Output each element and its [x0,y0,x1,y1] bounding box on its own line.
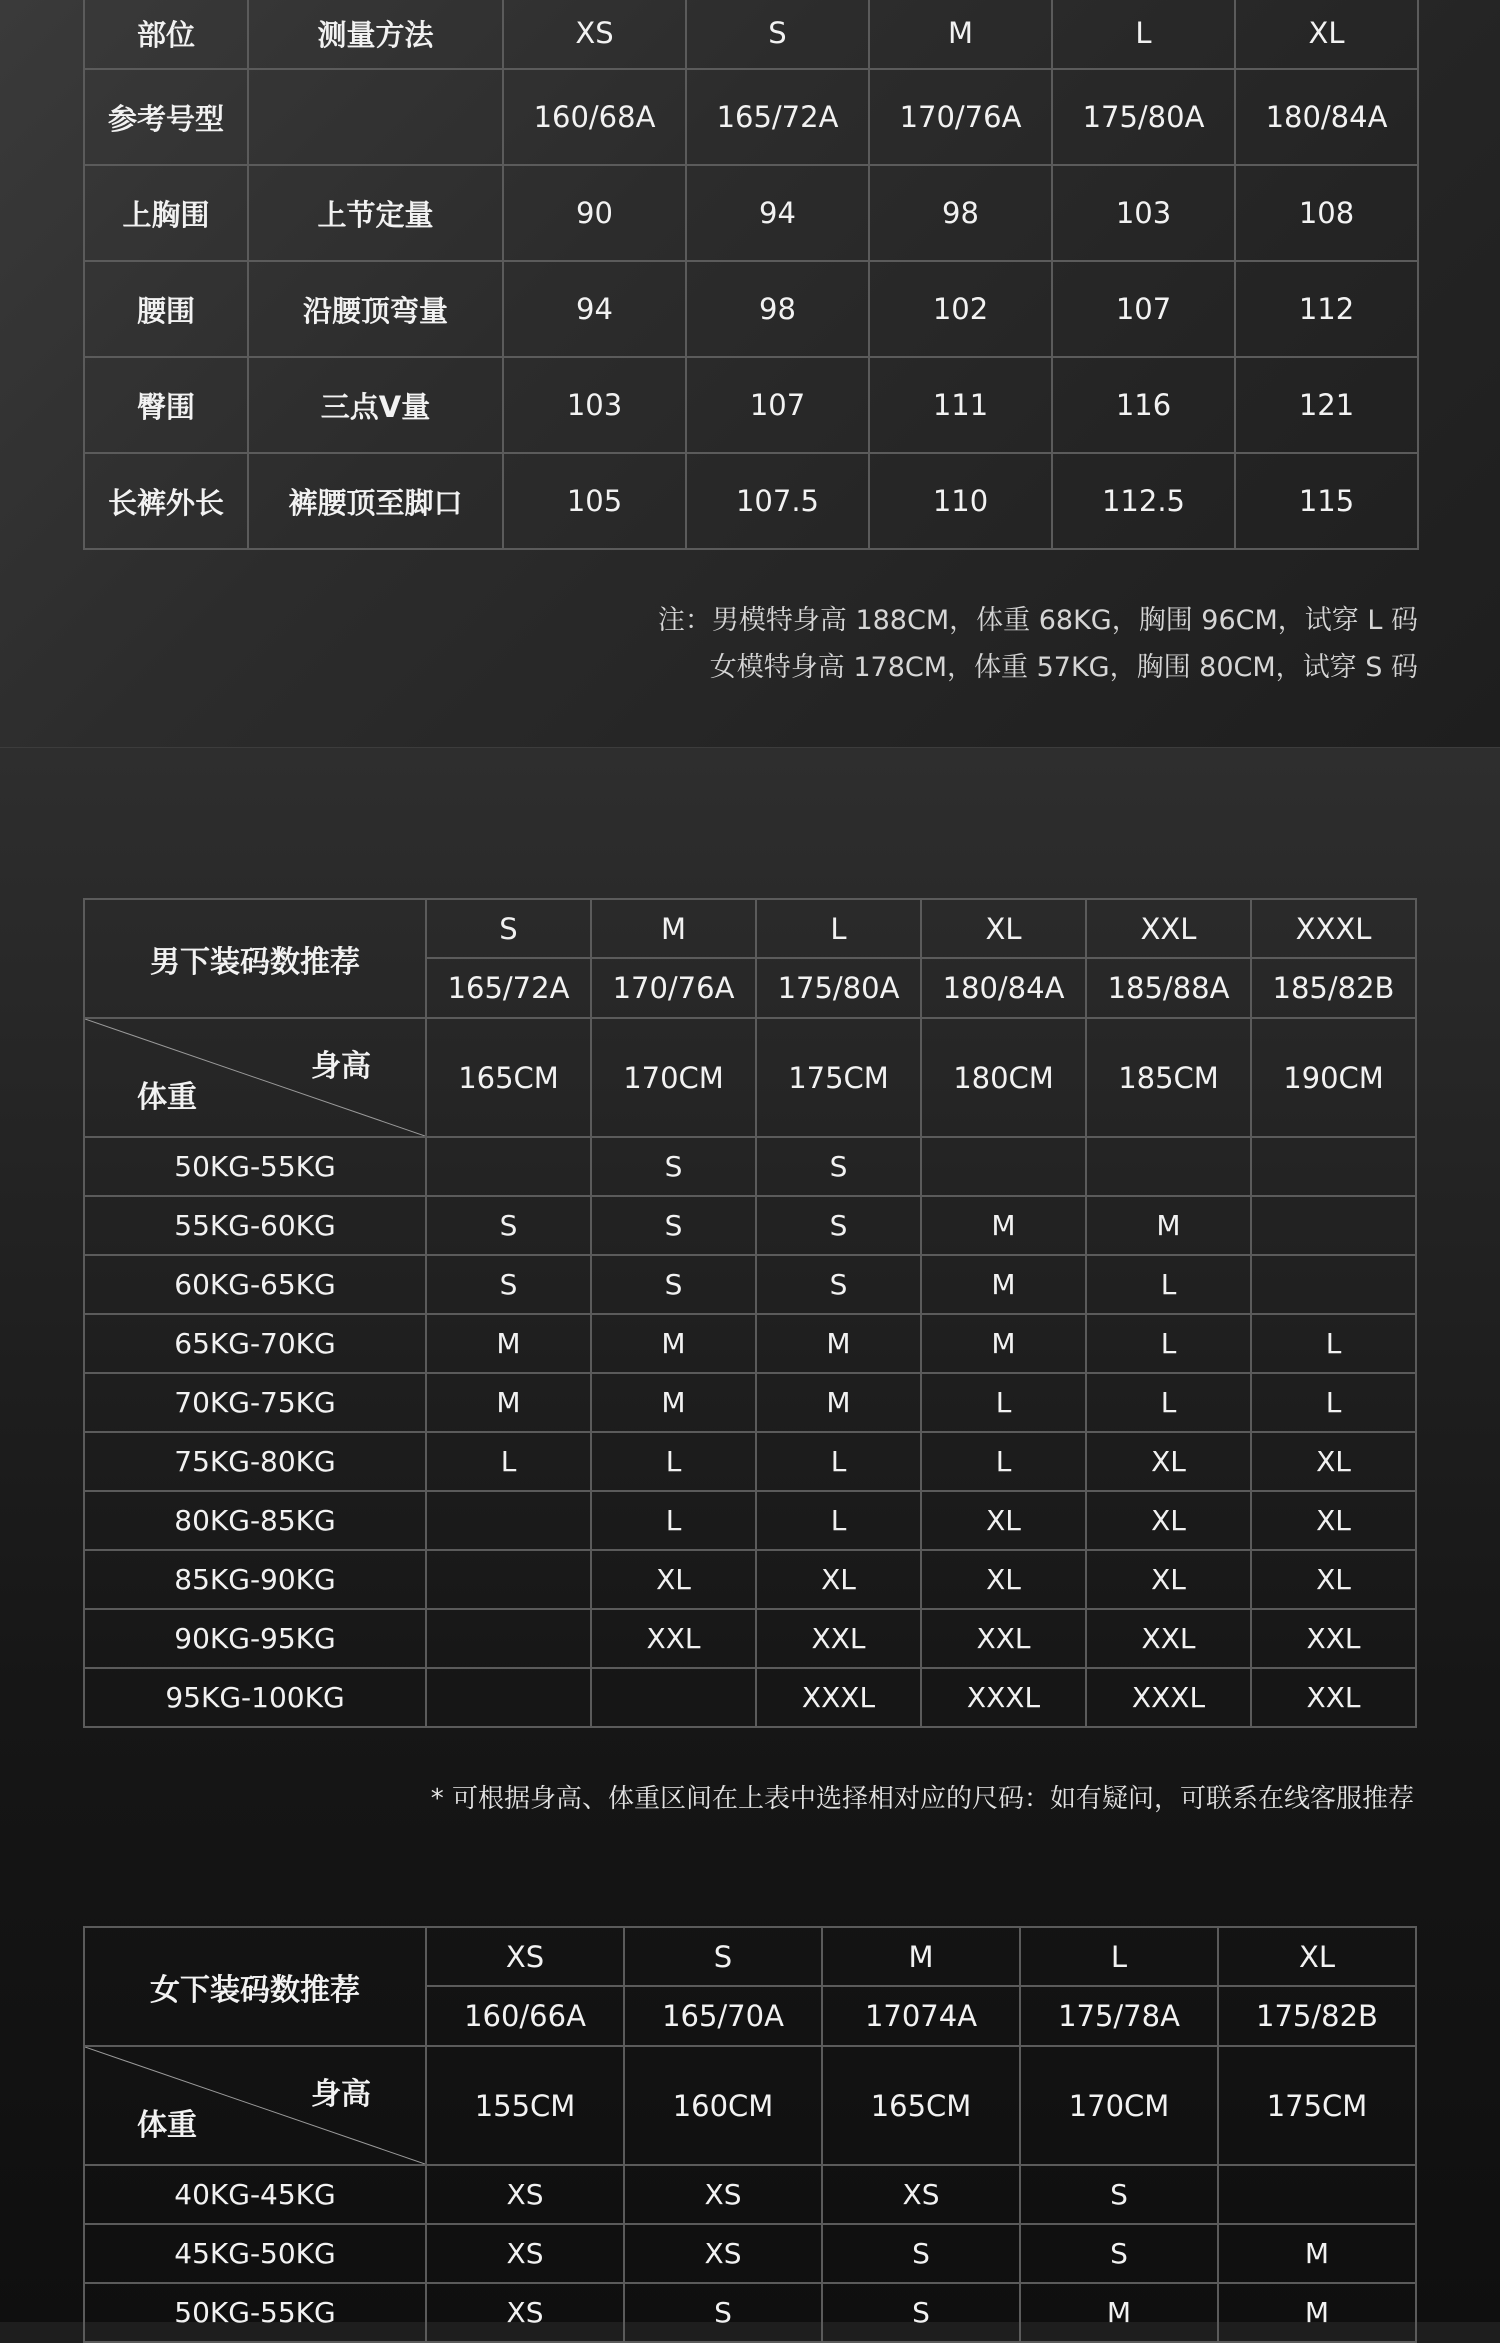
size-selection-note: * 可根据身高、体重区间在上表中选择相对应的尺码：如有疑问，可联系在线客服推荐 [430,1784,1414,1814]
value-cell: 108 [1235,165,1418,261]
size-cell: S [756,1137,921,1196]
size-cell: XXL [591,1609,756,1668]
size-cell: XL [921,1491,1086,1550]
height-cell: 190CM [1251,1018,1416,1137]
size-cell: M [921,1196,1086,1255]
part-cell: 上胸围 [84,165,248,261]
size-header-row [84,1927,1416,1986]
size-cell: L [1086,1255,1251,1314]
type-label: 175/80A [756,958,921,1018]
value-cell: 112.5 [1052,453,1235,549]
weight-cell: 50KG-55KG [84,1137,426,1196]
size-cell: XS [624,2165,822,2224]
value-cell: 116 [1052,357,1235,453]
size-cell: S [1020,2224,1218,2283]
size-cell: M [921,1314,1086,1373]
method-cell: 上节定量 [248,165,503,261]
size-cell: M [591,1314,756,1373]
size-cell: L [921,1432,1086,1491]
size-cell: M [756,1314,921,1373]
size-label: S [426,899,591,958]
type-label: 185/88A [1086,958,1251,1018]
table-row [84,2165,1416,2224]
size-cell: M [1020,2283,1218,2342]
size-cell: M [1218,2224,1416,2283]
type-label: 175/78A [1020,1986,1218,2046]
type-label: 165/72A [426,958,591,1018]
header-cell: XL [1235,0,1418,69]
model-note-women: 女模特身高 178CM，体重 57KG，胸围 80CM，试穿 S 码 [709,652,1418,683]
size-cell: XS [426,2165,624,2224]
size-cell: S [591,1255,756,1314]
weight-cell: 70KG-75KG [84,1373,426,1432]
table-row [84,261,1418,357]
size-cell: XL [1086,1550,1251,1609]
size-label: M [591,899,756,958]
value-cell: 107.5 [686,453,869,549]
size-label: S [624,1927,822,1986]
size-cell [921,1137,1086,1196]
table-title: 女下装码数推荐 [84,1927,426,2046]
weight-cell: 50KG-55KG [84,2283,426,2342]
size-cell: XS [426,2224,624,2283]
type-label: 170/76A [591,958,756,1018]
height-header-row [84,1018,1416,1137]
type-label: 17074A [822,1986,1020,2046]
height-header-row [84,2046,1416,2165]
size-cell: S [1020,2165,1218,2224]
table-title: 男下装码数推荐 [84,899,426,1018]
size-cell: L [756,1432,921,1491]
size-label: L [1020,1927,1218,1986]
header-cell: L [1052,0,1235,69]
size-cell: S [756,1196,921,1255]
size-cell: S [591,1137,756,1196]
size-cell: L [1251,1373,1416,1432]
size-cell: L [426,1432,591,1491]
size-cell: M [426,1314,591,1373]
height-cell: 180CM [921,1018,1086,1137]
size-cell [426,1137,591,1196]
table-row [84,1196,1416,1255]
size-cell: XXXL [1086,1668,1251,1727]
value-cell: 170/76A [869,69,1052,165]
value-cell: 105 [503,453,686,549]
table-header-row [84,0,1418,69]
size-cell: M [1086,1196,1251,1255]
size-cell: XL [591,1550,756,1609]
size-cell: XXL [921,1609,1086,1668]
part-cell: 臀围 [84,357,248,453]
size-cell: XXL [1086,1609,1251,1668]
women-size-recommendation-table [83,1926,1417,2343]
table-row [84,2224,1416,2283]
size-cell: XS [624,2224,822,2283]
size-measurement-table [83,0,1419,550]
size-cell [591,1668,756,1727]
model-note-men: 注：男模特身高 188CM，体重 68KG，胸围 96CM，试穿 L 码 [657,605,1418,636]
size-label: XS [426,1927,624,1986]
size-label: XXL [1086,899,1251,958]
weight-cell: 90KG-95KG [84,1609,426,1668]
size-cell: XXXL [756,1668,921,1727]
table-row [84,453,1418,549]
size-cell: XS [822,2165,1020,2224]
diagonal-line [85,1019,425,1136]
size-cell: XXXL [921,1668,1086,1727]
size-cell [426,1609,591,1668]
table-row [84,1550,1416,1609]
header-cell: 测量方法 [248,0,503,69]
size-cell: M [1218,2283,1416,2342]
size-cell: XL [756,1550,921,1609]
type-label: 160/66A [426,1986,624,2046]
size-cell: S [426,1196,591,1255]
type-label: 165/70A [624,1986,822,2046]
size-label: XL [921,899,1086,958]
value-cell: 98 [686,261,869,357]
weight-cell: 85KG-90KG [84,1550,426,1609]
size-cell: S [426,1255,591,1314]
table-row [84,2283,1416,2342]
table-row [84,165,1418,261]
table-row [84,1255,1416,1314]
value-cell: 110 [869,453,1052,549]
size-cell [1251,1137,1416,1196]
value-cell: 94 [503,261,686,357]
table-row [84,1491,1416,1550]
value-cell: 180/84A [1235,69,1418,165]
value-cell: 112 [1235,261,1418,357]
height-cell: 155CM [426,2046,624,2165]
size-cell: L [591,1432,756,1491]
value-cell: 121 [1235,357,1418,453]
table-row [84,1609,1416,1668]
value-cell: 107 [1052,261,1235,357]
size-cell: XXL [1251,1609,1416,1668]
size-cell: L [1086,1314,1251,1373]
men-size-recommendation-table [83,898,1417,1728]
value-cell: 111 [869,357,1052,453]
size-header-row [84,899,1416,958]
size-cell: L [591,1491,756,1550]
table-row [84,1432,1416,1491]
method-cell [248,69,503,165]
diagonal-line [85,2047,425,2164]
size-cell: M [921,1255,1086,1314]
weight-cell: 40KG-45KG [84,2165,426,2224]
size-cell: XL [1251,1491,1416,1550]
size-cell: XL [1251,1550,1416,1609]
size-cell: XL [921,1550,1086,1609]
size-cell [1251,1196,1416,1255]
size-cell [1218,2165,1416,2224]
size-cell: L [1086,1373,1251,1432]
height-cell: 175CM [1218,2046,1416,2165]
value-cell: 175/80A [1052,69,1235,165]
value-cell: 107 [686,357,869,453]
type-label: 185/82B [1251,958,1416,1018]
part-cell: 参考号型 [84,69,248,165]
header-cell: S [686,0,869,69]
size-cell: XL [1251,1432,1416,1491]
table-row [84,1314,1416,1373]
value-cell: 103 [503,357,686,453]
size-cell: S [756,1255,921,1314]
table-row [84,69,1418,165]
value-cell: 98 [869,165,1052,261]
size-cell: XXL [756,1609,921,1668]
size-cell: S [591,1196,756,1255]
part-cell: 长裤外长 [84,453,248,549]
size-cell: M [426,1373,591,1432]
table-row [84,1373,1416,1432]
height-axis-label: 身高 [311,2077,371,2112]
weight-axis-label: 体重 [137,1080,197,1115]
size-cell: S [822,2224,1020,2283]
height-cell: 170CM [1020,2046,1218,2165]
weight-cell: 45KG-50KG [84,2224,426,2283]
size-cell [426,1668,591,1727]
height-cell: 175CM [756,1018,921,1137]
size-label: XXXL [1251,899,1416,958]
height-weight-corner [84,1018,426,1137]
weight-cell: 95KG-100KG [84,1668,426,1727]
value-cell: 103 [1052,165,1235,261]
size-cell [426,1550,591,1609]
method-cell: 沿腰顶弯量 [248,261,503,357]
height-cell: 165CM [822,2046,1020,2165]
height-cell: 170CM [591,1018,756,1137]
value-cell: 165/72A [686,69,869,165]
table-row [84,1137,1416,1196]
weight-axis-label: 体重 [137,2108,197,2143]
header-cell: XS [503,0,686,69]
height-cell: 185CM [1086,1018,1251,1137]
type-label: 180/84A [921,958,1086,1018]
weight-cell: 55KG-60KG [84,1196,426,1255]
table-row [84,1668,1416,1727]
size-cell: S [822,2283,1020,2342]
part-cell: 腰围 [84,261,248,357]
header-cell: 部位 [84,0,248,69]
size-cell [1251,1255,1416,1314]
size-cell [426,1491,591,1550]
height-axis-label: 身高 [311,1049,371,1084]
weight-cell: 80KG-85KG [84,1491,426,1550]
size-cell: L [1251,1314,1416,1373]
size-label: M [822,1927,1020,1986]
size-cell: M [591,1373,756,1432]
type-label: 175/82B [1218,1986,1416,2046]
weight-cell: 75KG-80KG [84,1432,426,1491]
size-cell: XL [1086,1491,1251,1550]
value-cell: 160/68A [503,69,686,165]
size-cell: L [756,1491,921,1550]
weight-cell: 60KG-65KG [84,1255,426,1314]
value-cell: 115 [1235,453,1418,549]
size-label: XL [1218,1927,1416,1986]
weight-cell: 65KG-70KG [84,1314,426,1373]
size-cell: M [756,1373,921,1432]
height-cell: 165CM [426,1018,591,1137]
value-cell: 94 [686,165,869,261]
value-cell: 102 [869,261,1052,357]
size-cell: S [624,2283,822,2342]
size-cell: XL [1086,1432,1251,1491]
size-label: L [756,899,921,958]
height-weight-corner [84,2046,426,2165]
header-cell: M [869,0,1052,69]
method-cell: 三点V量 [248,357,503,453]
size-cell: L [921,1373,1086,1432]
method-cell: 裤腰顶至脚口 [248,453,503,549]
size-cell: XXL [1251,1668,1416,1727]
value-cell: 90 [503,165,686,261]
table-row [84,357,1418,453]
size-cell: XS [426,2283,624,2342]
height-cell: 160CM [624,2046,822,2165]
size-cell [1086,1137,1251,1196]
